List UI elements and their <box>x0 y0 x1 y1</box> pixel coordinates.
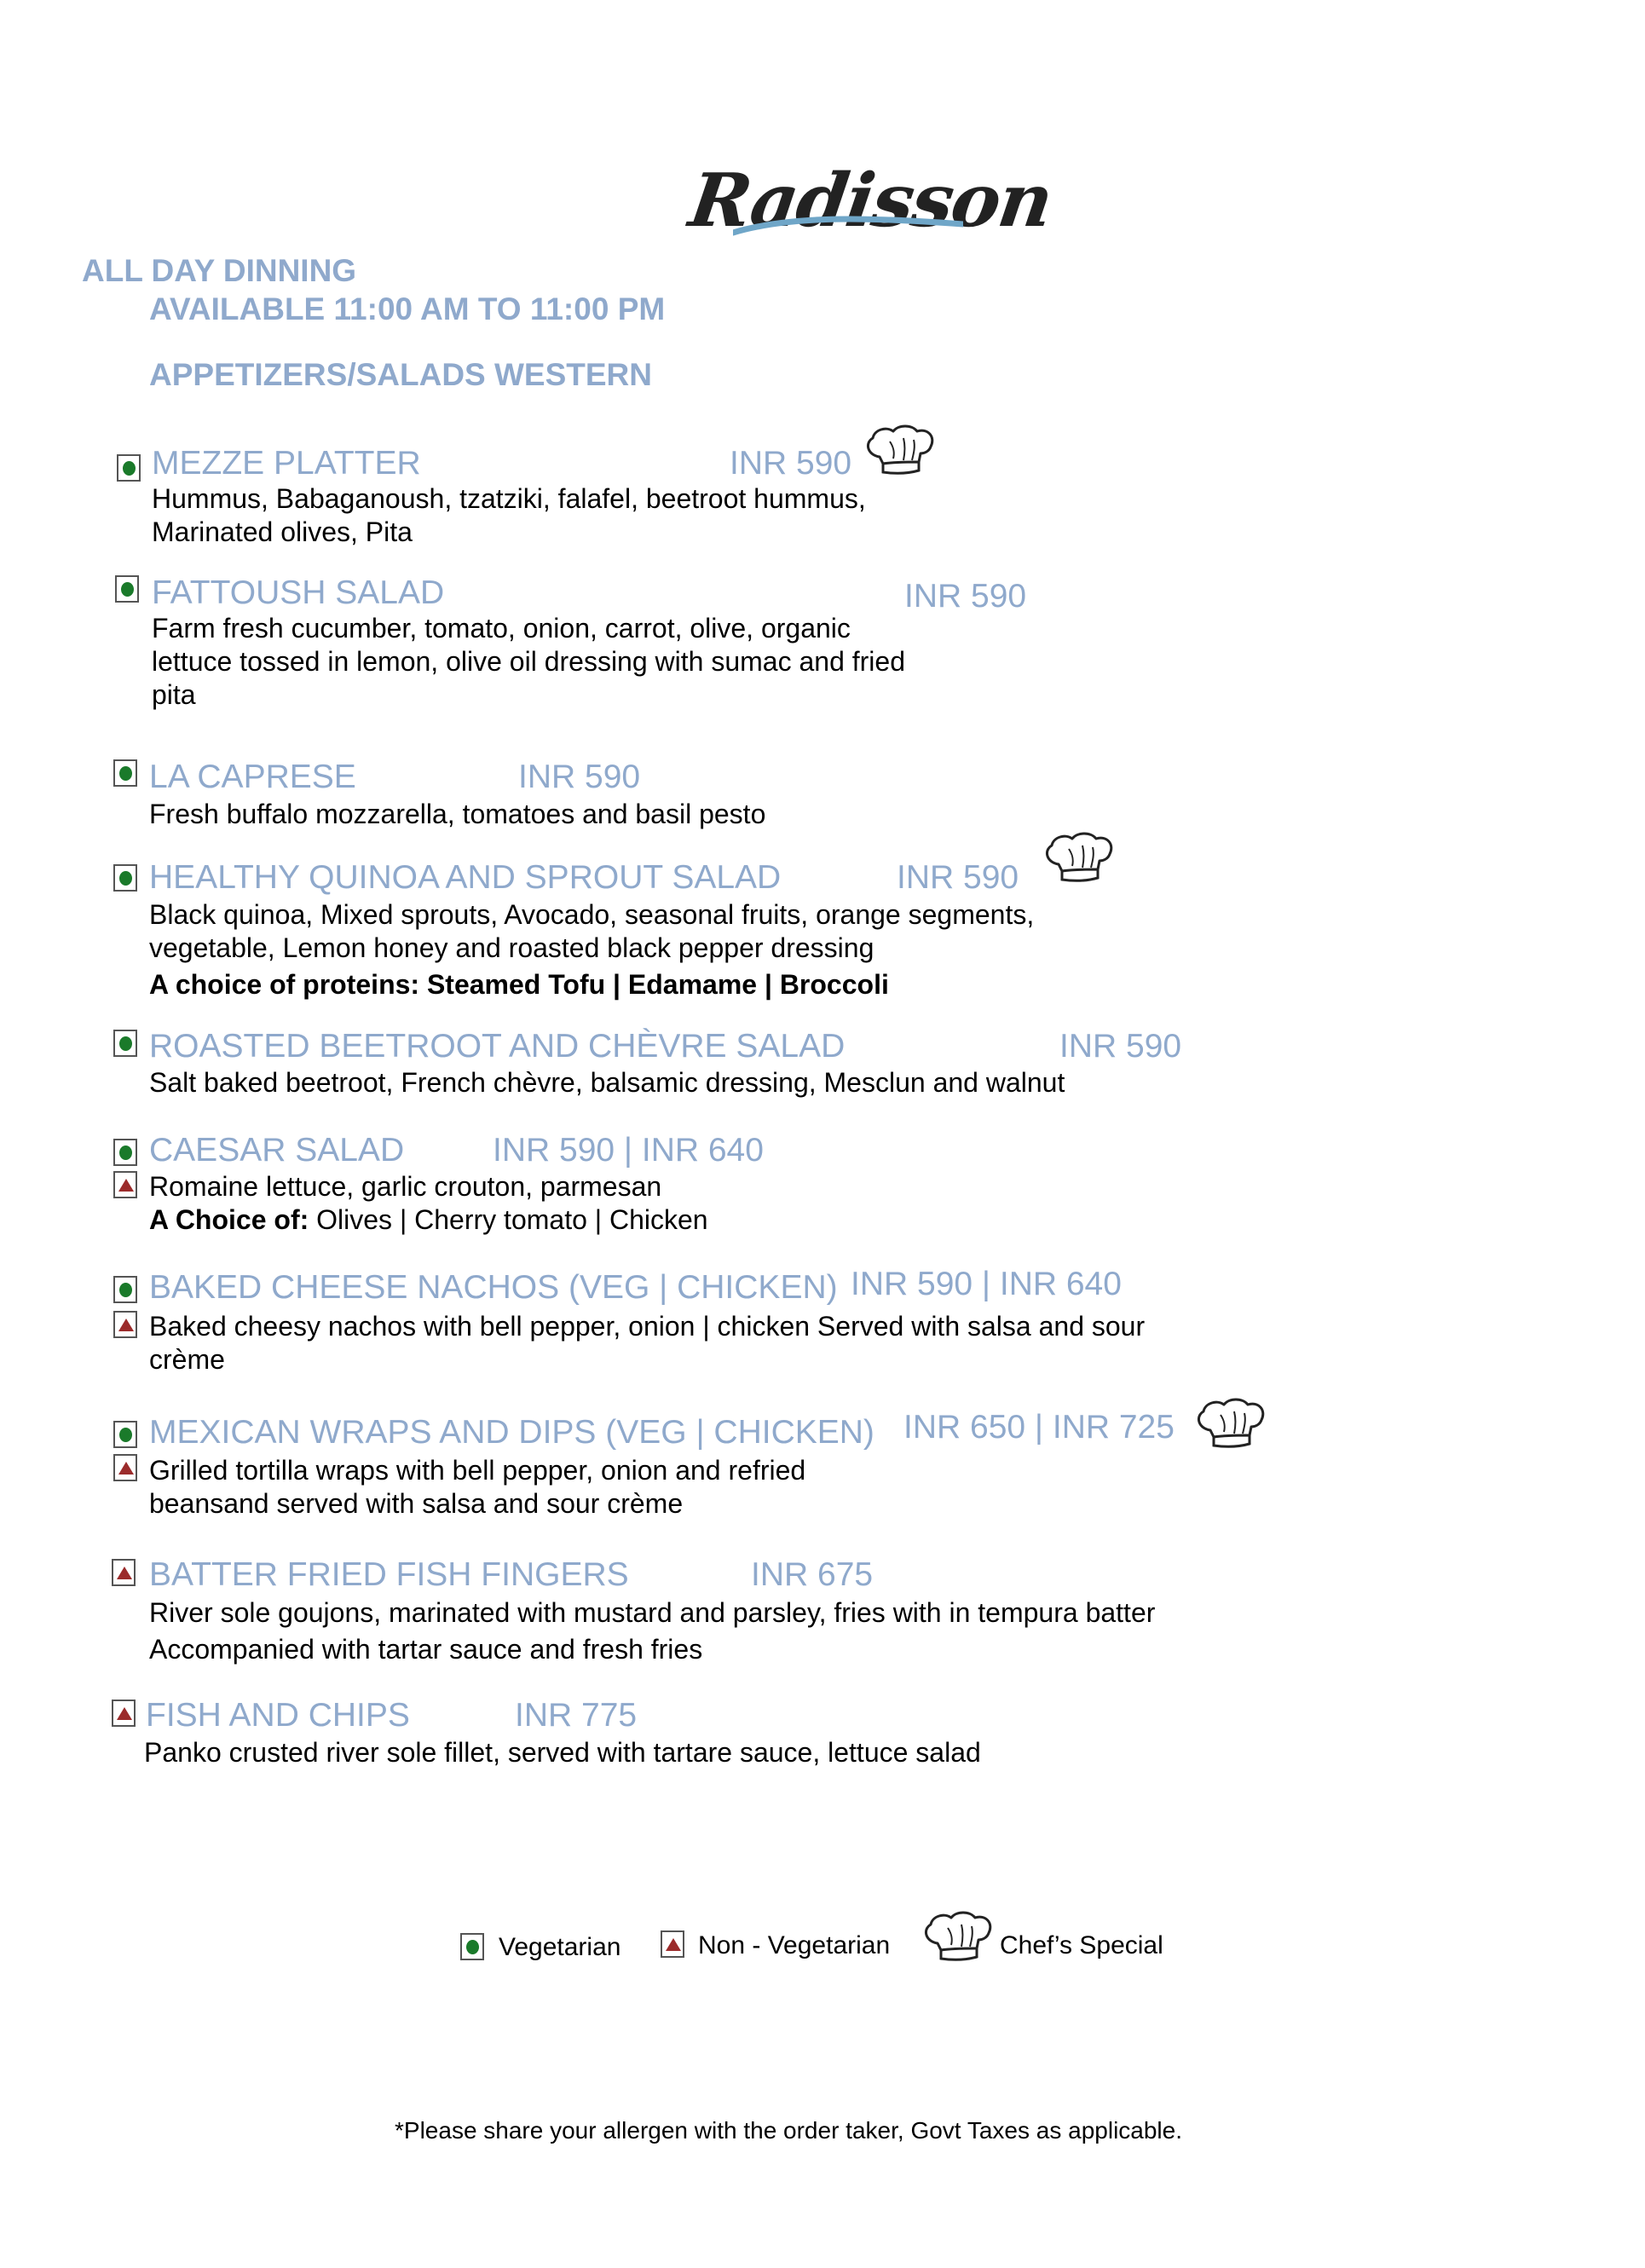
availability-hours: AVAILABLE 11:00 AM TO 11:00 PM <box>149 291 666 326</box>
veg-dot-icon <box>113 1276 137 1303</box>
footer-note: *Please share your allergen with the order taker, Govt Taxes as applicable. <box>395 2117 1182 2144</box>
item-name: HEALTHY QUINOA AND SPROUT SALAD <box>149 859 782 896</box>
nonveg-triangle-icon <box>113 1454 137 1481</box>
item-name: BAKED CHEESE NACHOS (VEG | CHICKEN) <box>149 1269 838 1306</box>
desc-line: crème <box>149 1344 225 1375</box>
desc-line: Salt baked beetroot, French chèvre, balsamic dressing, Mesclun and walnut <box>149 1067 1065 1098</box>
item-desc <box>149 798 765 831</box>
item-name: CAESAR SALAD <box>149 1132 405 1169</box>
veg-dot-icon <box>113 1139 137 1166</box>
menu-title: ALL DAY DINNING <box>82 253 357 288</box>
choice-line <box>149 1203 708 1237</box>
item-name: ROASTED BEETROOT AND CHÈVRE SALAD <box>149 1028 846 1065</box>
item-desc <box>149 1454 805 1521</box>
section-title: APPETIZERS/SALADS WESTERN <box>149 357 652 392</box>
item-desc <box>149 1066 1065 1099</box>
nonveg-triangle-icon <box>113 1311 137 1338</box>
logo-swoosh-icon <box>733 209 963 243</box>
item-price: INR 590 <box>904 578 1027 615</box>
desc-line: Grilled tortilla wraps with bell pepper, onion and refried <box>149 1455 806 1486</box>
desc-line: Farm fresh cucumber, tomato, onion, carrot, olive, organic <box>152 613 851 643</box>
desc-line: Marinated olives, Pita <box>152 517 413 547</box>
veg-dot-icon <box>113 864 137 892</box>
desc-line: Fresh buffalo mozzarella, tomatoes and basil pesto <box>149 799 766 829</box>
item-name: LA CAPRESE <box>149 759 356 795</box>
veg-dot-icon <box>113 1421 137 1448</box>
item-desc <box>149 1596 1155 1666</box>
desc-line: vegetable, Lemon honey and roasted black pepper dressing <box>149 932 874 963</box>
item-price: INR 590 | INR 640 <box>493 1132 764 1169</box>
chef-hat-icon <box>1192 1396 1268 1451</box>
desc-line: Panko crusted river sole fillet, served with tartare sauce, lettuce salad <box>144 1737 981 1768</box>
desc-line: lettuce tossed in lemon, olive oil dressing with sumac and fried <box>152 646 905 677</box>
item-desc <box>152 612 905 712</box>
item-desc <box>149 1170 708 1237</box>
desc-line: beansand served with salsa and sour crème <box>149 1488 684 1519</box>
item-name: MEXICAN WRAPS AND DIPS (VEG | CHICKEN) <box>149 1414 874 1451</box>
item-name: FATTOUSH SALAD <box>152 574 445 611</box>
logo-wordmark: Radisson <box>684 158 1057 244</box>
item-price: INR 590 <box>1059 1028 1182 1065</box>
veg-dot-icon <box>113 759 137 787</box>
legend-veg-label: Vegetarian <box>499 1933 621 1961</box>
choice-value: Olives | Cherry tomato | Chicken <box>309 1204 708 1235</box>
protein-choice: A choice of proteins: Steamed Tofu | Edamame | Broccoli <box>149 969 889 1000</box>
veg-dot-icon <box>117 454 141 482</box>
desc-line: pita <box>152 679 196 710</box>
item-price: INR 590 <box>518 759 641 795</box>
item-name: MEZZE PLATTER <box>152 445 421 482</box>
legend-nonveg-icon <box>661 1930 684 1958</box>
nonveg-triangle-icon <box>112 1700 136 1727</box>
desc-line: River sole goujons, marinated with mustard and parsley, fries with in tempura batter <box>149 1597 1156 1628</box>
item-name: BATTER FRIED FISH FINGERS <box>149 1556 629 1593</box>
legend-veg-icon <box>460 1933 484 1960</box>
radisson-logo <box>682 158 1057 260</box>
item-price: INR 775 <box>515 1697 638 1734</box>
desc-line: Baked cheesy nachos with bell pepper, onion | chicken Served with salsa and sour <box>149 1311 1146 1342</box>
desc-line: Black quinoa, Mixed sprouts, Avocado, seasonal fruits, orange segments, <box>149 899 1035 930</box>
desc-line: Accompanied with tartar sauce and fresh fries <box>149 1634 703 1665</box>
item-desc <box>152 482 866 549</box>
desc-line: Hummus, Babaganoush, tzatziki, falafel, beetroot hummus, <box>152 483 866 514</box>
item-price: INR 590 <box>897 859 1019 896</box>
legend-chef-label: Chef’s Special <box>1000 1931 1163 1959</box>
legend-chef-hat-icon <box>919 1909 996 1964</box>
item-price: INR 590 <box>730 445 852 482</box>
item-desc <box>149 898 1034 1001</box>
veg-dot-icon <box>113 1030 137 1057</box>
legend-nonveg-label: Non - Vegetarian <box>698 1931 891 1959</box>
item-price: INR 650 | INR 725 <box>903 1409 1175 1446</box>
item-name: FISH AND CHIPS <box>146 1697 410 1734</box>
choice-label: A Choice of: <box>149 1204 309 1235</box>
desc-line: Romaine lettuce, garlic crouton, parmesan <box>149 1171 662 1202</box>
chef-hat-icon <box>861 423 938 477</box>
nonveg-triangle-icon <box>112 1559 136 1586</box>
item-desc <box>149 1310 1145 1376</box>
veg-dot-icon <box>115 575 139 603</box>
nonveg-triangle-icon <box>113 1171 137 1198</box>
item-price: INR 675 <box>751 1556 874 1593</box>
item-desc <box>144 1736 981 1769</box>
item-price: INR 590 | INR 640 <box>851 1266 1122 1302</box>
chef-hat-icon <box>1040 830 1117 885</box>
